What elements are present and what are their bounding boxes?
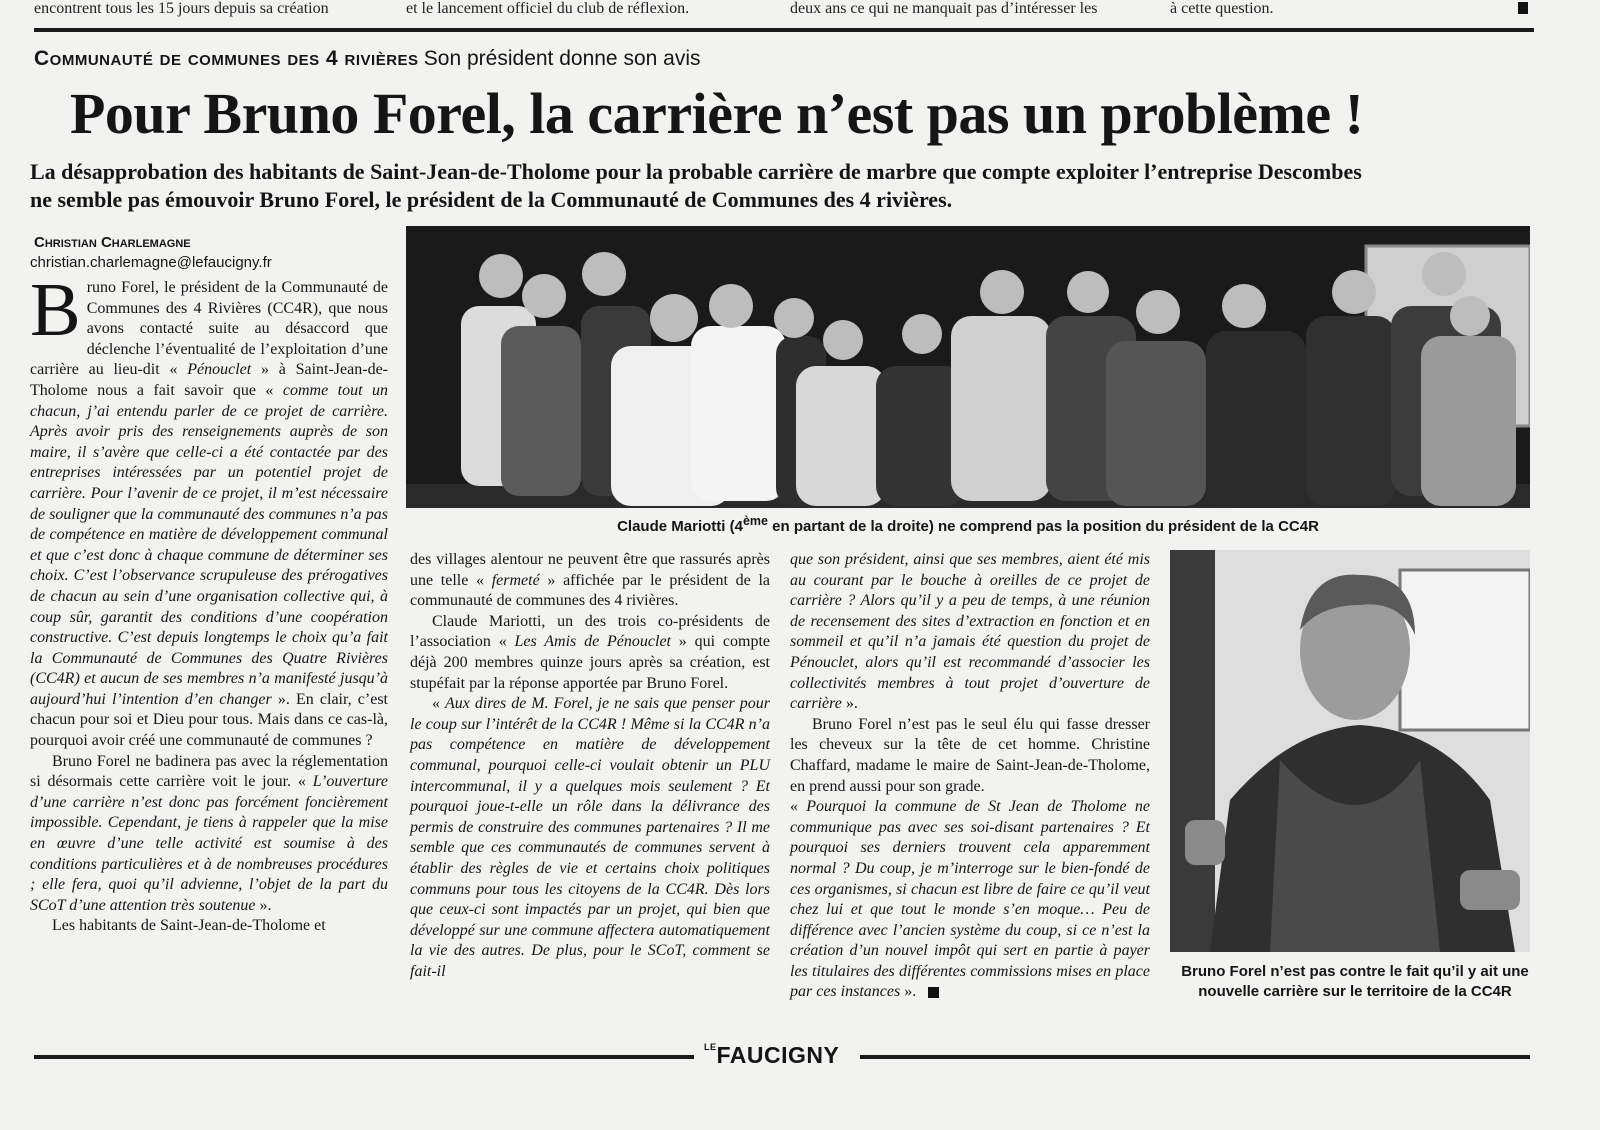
- text-run: «: [432, 695, 445, 713]
- standfirst: [30, 158, 1570, 214]
- logo-prefix: LE: [704, 1042, 717, 1052]
- previous-article-strip: [34, 0, 1568, 22]
- text-run: » à Saint-Jean-de-Tholome nous a fait savoir que «: [30, 361, 388, 399]
- newspaper-logo: [700, 1042, 843, 1069]
- caption-superscript: ème: [742, 514, 768, 528]
- group-photo: [406, 226, 1530, 508]
- paragraph: [790, 550, 1150, 715]
- end-of-article-mark: [928, 987, 939, 998]
- text-run: ».: [255, 896, 272, 914]
- footer-rule-left: [34, 1055, 694, 1059]
- text-run: » qui compte déjà 200 membres quinze jours après sa création, est stupéfait par la réponse apportée par Bruno Forel.: [410, 633, 770, 692]
- strip-text-4: à cette question.: [1170, 0, 1274, 17]
- paragraph: [30, 268, 389, 752]
- strip-text-3: deux ans ce qui ne manquait pas d’intéresser les: [790, 0, 1098, 17]
- text-run: Les Amis de Pénouclet: [514, 633, 671, 651]
- paragraph: Bruno Forel n’est pas le seul élu qui fasse dresser les cheveux sur la tête de cet homme. Christine Chaffard, madame le maire de Saint-Jean-de-Tholome, en prend aussi pour son grade.: [790, 715, 1150, 795]
- logo-text: FAUCIGNY: [716, 1042, 840, 1068]
- quote: Pourquoi la commune de St Jean de Tholome ne communique pas avec ses soi-disant partenaires ? Et pourquoi ses derniers trouvent cela apparemment normal ? Du coup, je m’interroge sur le bien-fondé de ces organismes, si chacun est libre de faire ce qu’il veut chez lui et que tout le monde s’en moque… Peu de différence avec l’ancien système du coup, si ce n’est la création d’un nouvel impôt qui sert en partie à payer les titulaires des différentes commissions mises en place par ces instances: [790, 798, 1151, 1001]
- quote: Aux dires de M. Forel, je ne sais que penser pour le coup sur l’intérêt de la CC4R ! Même si la CC4R n’a pas compétence en matière de développement communal, pourquoi celle-ci voulait obtenir un PLU intercommunal, il y a quelques mois seulement ? Et pourquoi joue-t-elle un rôle dans la délivrance des permis de construire des communes partenaires ? Il me semble que ces communautés de communes servent à établir des règles de vie et certains choix politiques communs pour tous les citoyens de la CC4R. Dès lors que ceux-ci sont impactés par un projet, qui bien que développé sur une commune affectera automatiquement la vie des autres. De plus, pour le SCoT, comment se fait-il: [410, 695, 770, 980]
- drop-cap: B: [30, 268, 81, 352]
- byline-email[interactable]: christian.charlemagne@lefaucigny.fr: [30, 254, 272, 271]
- paragraph: [410, 550, 770, 612]
- text-run: Claude Mariotti, un des trois co-présidents de l’association «: [410, 612, 770, 651]
- caption-part: en partant de la droite) ne comprend pas la position du président de la CC4R: [767, 518, 1319, 535]
- paragraph: [410, 612, 770, 694]
- text-run: ».: [900, 983, 917, 1001]
- quote: comme tout un chacun, j’ai entendu parler de ce projet de carrière. Après avoir pris des renseignements auprès de son maire, il s’avère que celle-ci a été contactée par des entreprises intéressées par un potentiel projet de carrière. Pour l’avenir de ce projet, il m’est nécessaire de souligner que la communauté des communes n’a pas de compétence en matière de développement communal et que c’est donc à chaque commune de déterminer ses choix. C’est l’observance scrupuleuse des prérogatives de chacun au sein d’une organisation collective qui, à coup sûr, garantit des conditions d’une coopération constructive. C’est depuis longtemps le choix qu’a fait la Communauté de Communes des Quatre Rivières (CC4R) et aucun de ses membres n’a manifesté jusqu’à aujourd’hui l’intention d’en changer: [30, 381, 389, 708]
- body-column-3: [790, 550, 1150, 1003]
- end-mark: [1518, 2, 1528, 14]
- portrait-caption: Bruno Forel n’est pas contre le fait qu’il y ait une nouvelle carrière sur le territoire de la CC4R: [1181, 963, 1529, 1000]
- paragraph: [790, 797, 1150, 1003]
- caption-part: Claude Mariotti (4: [617, 518, 743, 535]
- byline-author: Christian Charlemagne: [34, 234, 191, 251]
- strip-text-2: et le lancement officiel du club de réflexion.: [406, 0, 690, 17]
- text-run: des villages alentour ne peuvent être que rassurés après une telle «: [410, 551, 770, 589]
- text-run: «: [790, 798, 807, 816]
- text-run: Pénouclet: [187, 361, 252, 379]
- quote: que son président, ainsi que ses membres, aient été mis au courant par le bouche à oreilles de ce projet de carrière ? Alors qu’il y a peu de temps, à une réunion de recensement des sites d’extraction en fonction et en sommeil et qu’il n’a jamais été question du projet de Pénouclet, alors qu’il est recommandé d’associer les collectivités membres à tout projet d’ouverture de carrière: [790, 551, 1150, 713]
- kicker: [34, 46, 701, 71]
- text-run: ». En clair, c’est chacun pour soi et Dieu pour tous. Mais dans ce cas-là, pourquoi avoir créé une communauté de communes ?: [30, 690, 388, 750]
- portrait-photo-image: [1170, 550, 1530, 952]
- text-run: fermeté: [491, 571, 540, 589]
- body-column-1: [30, 268, 389, 937]
- paragraph: [30, 752, 388, 917]
- section-label: Communauté de communes des 4 rivières: [34, 47, 419, 70]
- kicker-subtitle: Son président donne son avis: [423, 47, 701, 70]
- footer-rule-right: [860, 1055, 1530, 1059]
- strip-text-1: encontrent tous les 15 jours depuis sa création: [34, 0, 329, 17]
- headline: Pour Bruno Forel, la carrière n’est pas un problème !: [70, 81, 1364, 146]
- paragraph: [410, 694, 770, 982]
- standfirst-line-2: ne semble pas émouvoir Bruno Forel, le président de la Communauté de Communes des 4 rivières.: [30, 187, 953, 212]
- portrait-photo: [1170, 550, 1530, 952]
- text-run: ».: [841, 695, 858, 713]
- paragraph: Les habitants de Saint-Jean-de-Tholome et: [52, 917, 326, 935]
- group-photo-caption: [406, 514, 1530, 535]
- text-run: » affichée par le président de la communauté de communes des 4 rivières.: [410, 571, 770, 610]
- group-photo-image: [406, 226, 1530, 508]
- text-run: Bruno Forel ne badinera pas avec la réglementation si désormais cette carrière voit le jour. «: [30, 752, 388, 791]
- body-column-2: [410, 550, 770, 982]
- quote: L’ouverture d’une carrière n’est donc pas forcément foncièrement impossible. Cependant, je tiens à rappeler que la mise en œuvre d’une telle activité est soumise à des conditions particulières et à de nombreuses procédures ; elle fera, quoi qu’il advienne, l’objet de la part du SCoT d’une attention très soutenue: [30, 773, 388, 914]
- text-run: runo Forel, le président de la Communauté de Communes des 4 Rivières (CC4R), que nous avons contacté suite au désaccord que déclenche l’éventualité de l’exploitation d’une carrière au lieu-dit «: [30, 279, 388, 379]
- standfirst-line-1: La désapprobation des habitants de Saint-Jean-de-Tholome pour la probable carrière de marbre que compte exploiter l’entreprise Descombes: [30, 159, 1362, 184]
- top-rule: [34, 28, 1534, 32]
